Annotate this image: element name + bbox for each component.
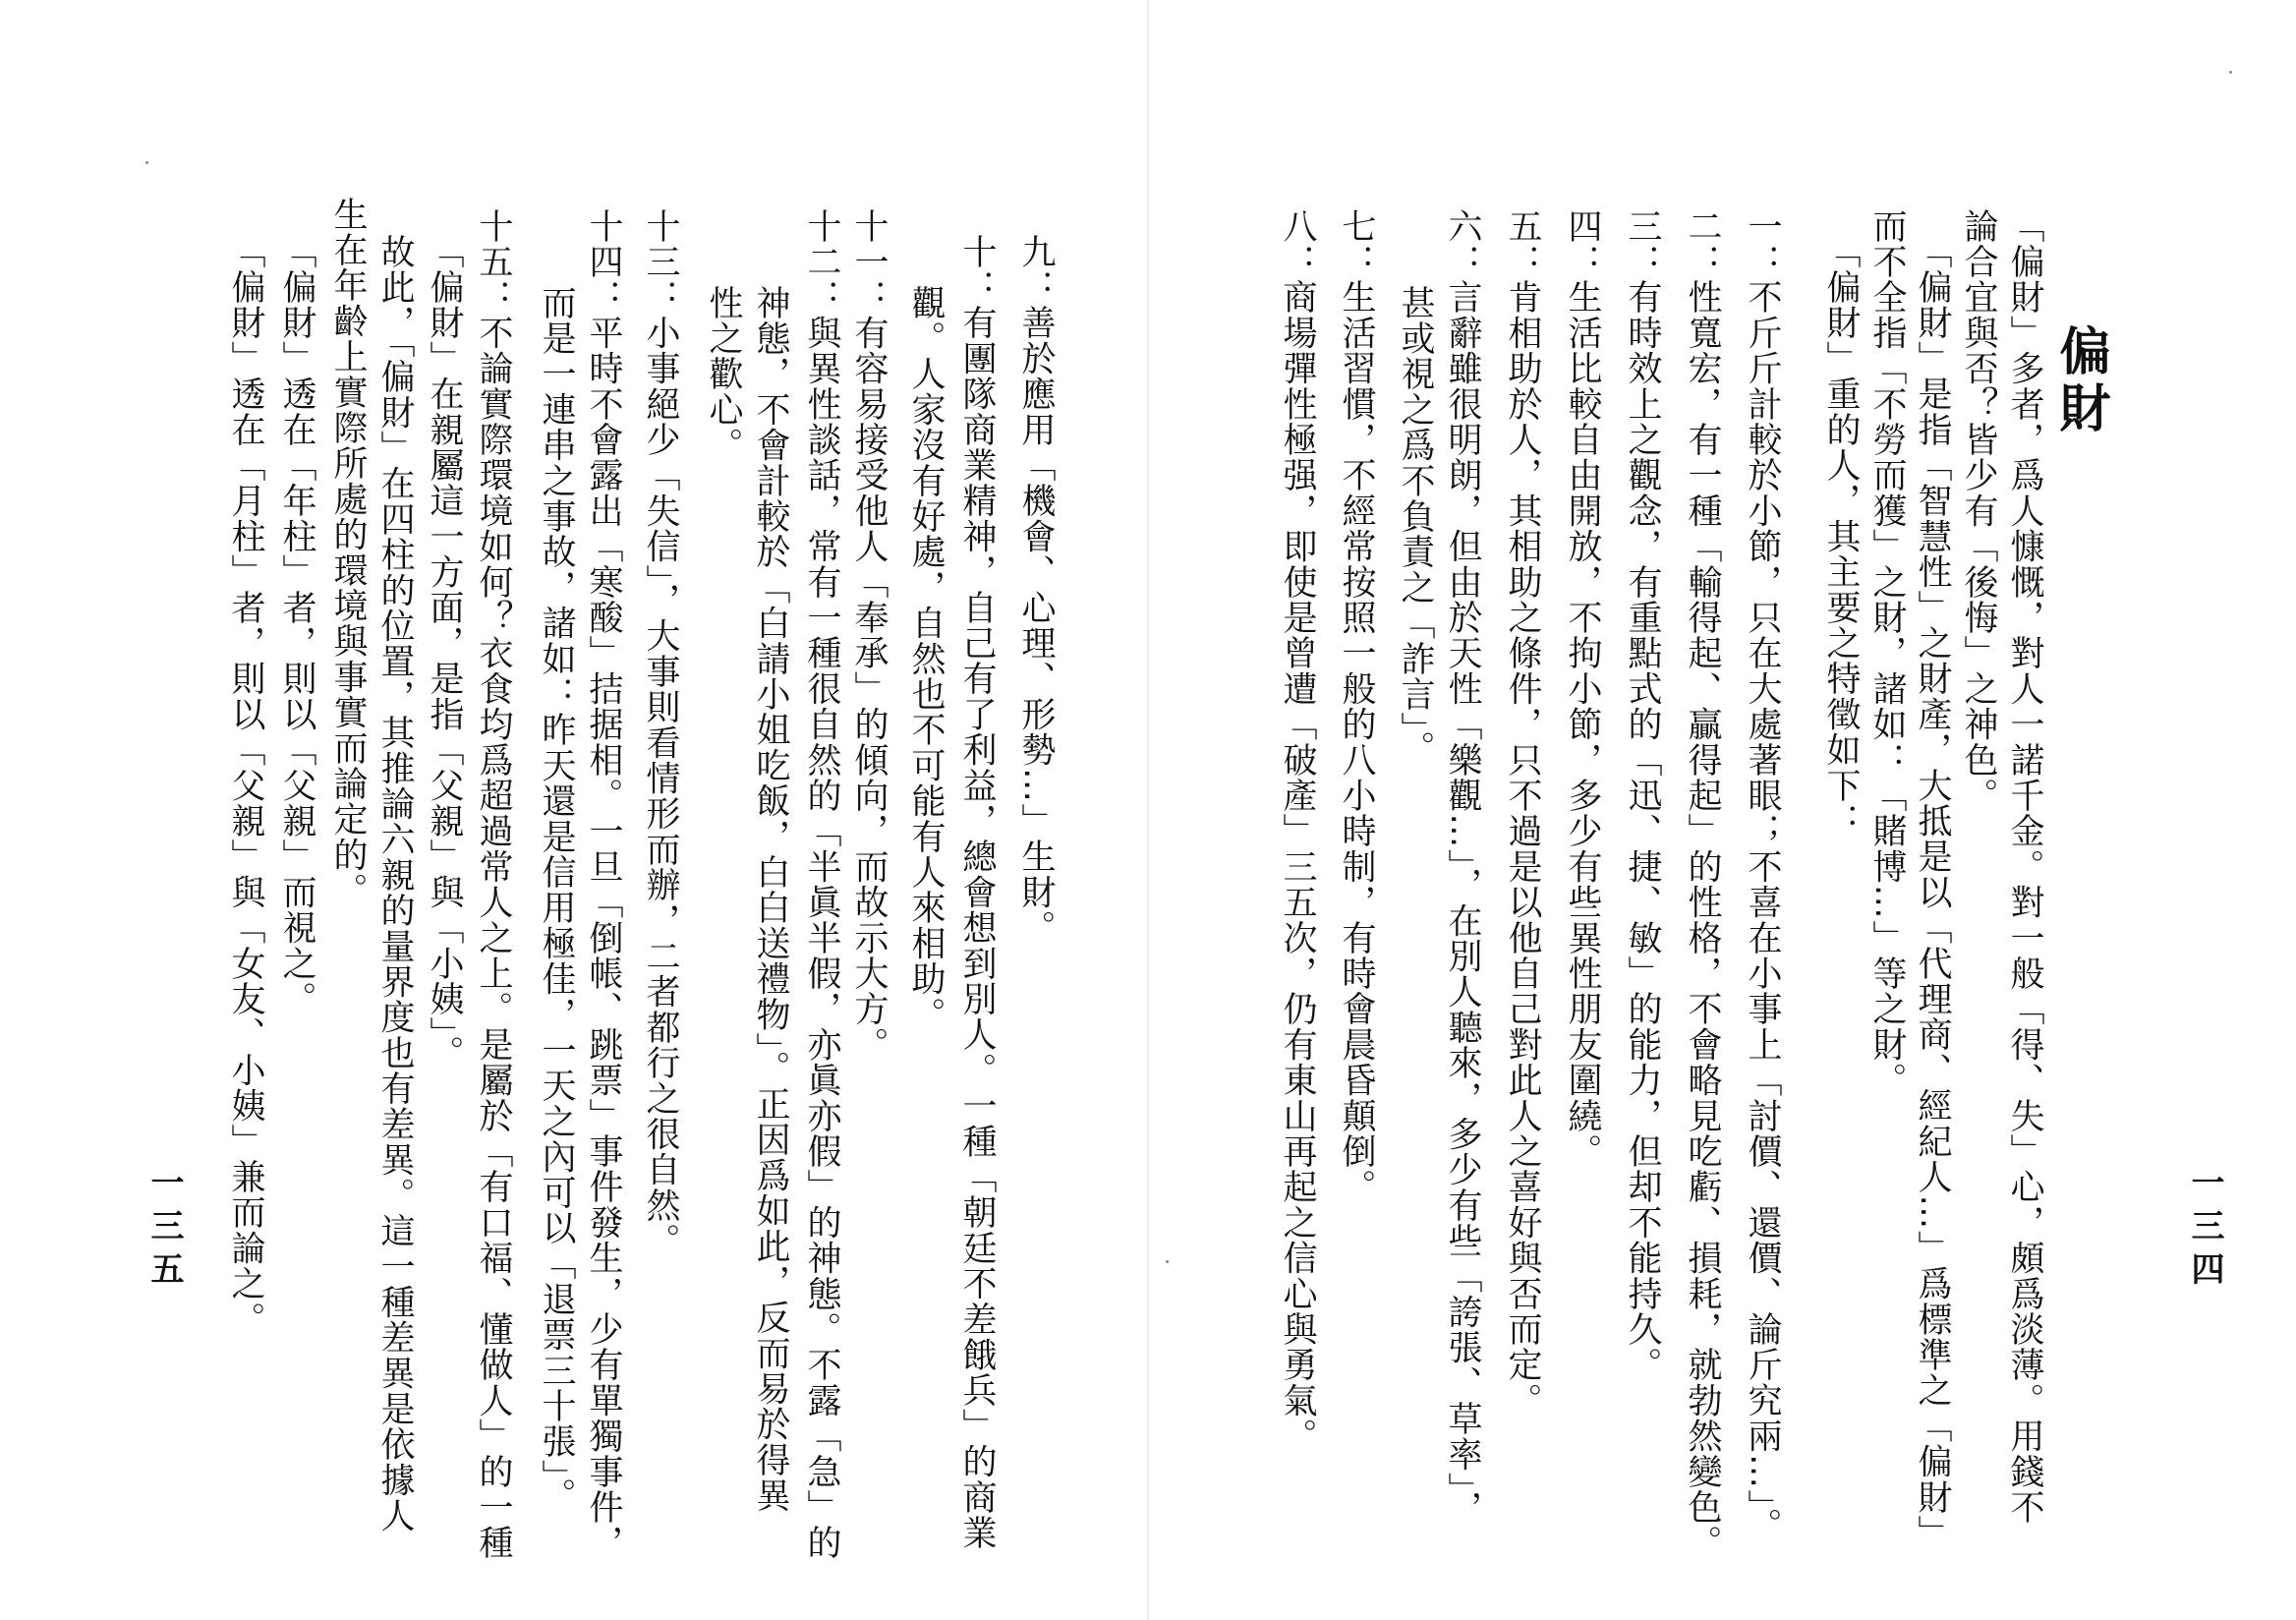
text-line-r3: 「偏財」是指「智慧性」之財產，大抵是以「代理商、經紀人…」爲標準之「偏財」 bbox=[1913, 234, 1952, 1551]
right-page bbox=[1148, 0, 2296, 1620]
text-line-r4: 而不全指「不勞而獲」之財，諸如：「賭博…」等之財。 bbox=[1867, 208, 1907, 1098]
text-line-r6: 一：不斤斤計較於小節，只在大處著眼；不喜在小事上「討價、還價、論斤究兩…」。 bbox=[1743, 208, 1782, 1544]
text-line-l13: 故此，「偏財」在四柱的位置，其推論六親的量界度也有差異。這一種差異是依據人 bbox=[375, 234, 415, 1533]
text-line-l4: 十一：有容易接受他人「奉承」的傾向，而故示大方。 bbox=[849, 208, 889, 1063]
page-number-left: 一三五 bbox=[144, 1165, 184, 1295]
scan-speck bbox=[145, 161, 148, 164]
text-line-l5: 十二：與異性談話，常有一種很自然的「半眞半假，亦眞亦假」的神態。不露「急」的 bbox=[802, 208, 841, 1561]
text-line-l6: 神態，不會計較於「白請小姐吃飯，白白送禮物」。正因爲如此，反而易於得異 bbox=[751, 285, 790, 1514]
text-line-r8: 三：有時效上之觀念，有重點式的「迅、捷、敏」的能力，但却不能持久。 bbox=[1623, 208, 1662, 1383]
text-line-l1: 九：善於應用「機會、心理、形勢…」生財。 bbox=[1016, 234, 1056, 946]
text-line-r2: 論合宜與否？皆少有「後悔」之神色。 bbox=[1959, 208, 1998, 814]
text-line-r12: 甚或視之爲不負責之「詐言」。 bbox=[1396, 285, 1435, 767]
text-line-r7: 二：性寬宏，有一種「輸得起、贏得起」的性格，不會略見吃虧、損耗，就勃然變色。 bbox=[1683, 208, 1722, 1561]
text-line-l10: 而是一連串之事故，諸如：昨天還是信用極佳，一天之內可以「退票三十張」。 bbox=[537, 285, 576, 1514]
page-title: 偏財 bbox=[2050, 324, 2109, 438]
text-line-l8: 十三：小事絕少「失信」，大事則看情形而辦，二者都行之很自然。 bbox=[641, 208, 680, 1259]
text-line-r1: 「偏財」多者，爲人慷慨，對人一諾千金。對一般「得、失」心，頗爲淡薄。用錢不 bbox=[2005, 208, 2044, 1526]
text-line-r11: 六：言辭雖很明朗，但由於天性「樂觀…」，在別人聽來，多少有些「誇張、草率」， bbox=[1443, 208, 1482, 1527]
text-line-r5: 「偏財」重的人，其主要之特徵如下： bbox=[1821, 234, 1861, 839]
text-line-r10: 五：肯相助於人，其相助之條件，只不過是以他自己對此人之喜好與否而定。 bbox=[1503, 208, 1542, 1418]
text-line-r13: 七：生活習慣，不經常按照一般的八小時制，有時會晨昏顛倒。 bbox=[1337, 208, 1376, 1205]
text-line-l15: 「偏財」透在「年柱」者，則以「父親」而視之。 bbox=[277, 234, 316, 1017]
text-line-l3: 觀。人家沒有好處，自然也不可能有人來相助。 bbox=[906, 285, 946, 1033]
text-line-l2: 十：有團隊商業精神，自己有了利益，總會想到別人。一種「朝廷不差餓兵」的商業 bbox=[957, 234, 997, 1551]
page-number-right: 一三四 bbox=[2185, 1165, 2224, 1295]
text-line-r9: 四：生活比較自由開放，不拘小節，多少有些異性朋友圍繞。 bbox=[1563, 208, 1602, 1170]
text-line-l12: 「偏財」在親屬這一方面，是指「父親」與「小姨」。 bbox=[425, 234, 464, 1071]
scan-speck bbox=[2229, 71, 2232, 74]
page-fold bbox=[1147, 0, 1149, 1620]
text-line-l7: 性之歡心。 bbox=[704, 285, 743, 463]
text-line-r14: 八：商場彈性極强，即使是曾遭「破產」三五次，仍有東山再起之信心與勇氣。 bbox=[1278, 208, 1317, 1454]
text-line-l14: 生在年齡上實際所處的環境與事實而論定的。 bbox=[328, 197, 368, 908]
text-line-l11: 十五：不論實際環境如何？衣食均爲超過常人之上。是屬於「有口福、懂做人」的一種 bbox=[474, 208, 513, 1561]
text-line-l9: 十四：平時不會露出「寒酸」拮据相。一旦「倒帳、跳票」事件發生，少有單獨事件， bbox=[584, 208, 623, 1561]
text-line-l16: 「偏財」透在「月柱」者，則以「父親」與「女友、小姨」兼而論之。 bbox=[226, 234, 265, 1338]
scan-speck bbox=[1166, 1260, 1169, 1263]
